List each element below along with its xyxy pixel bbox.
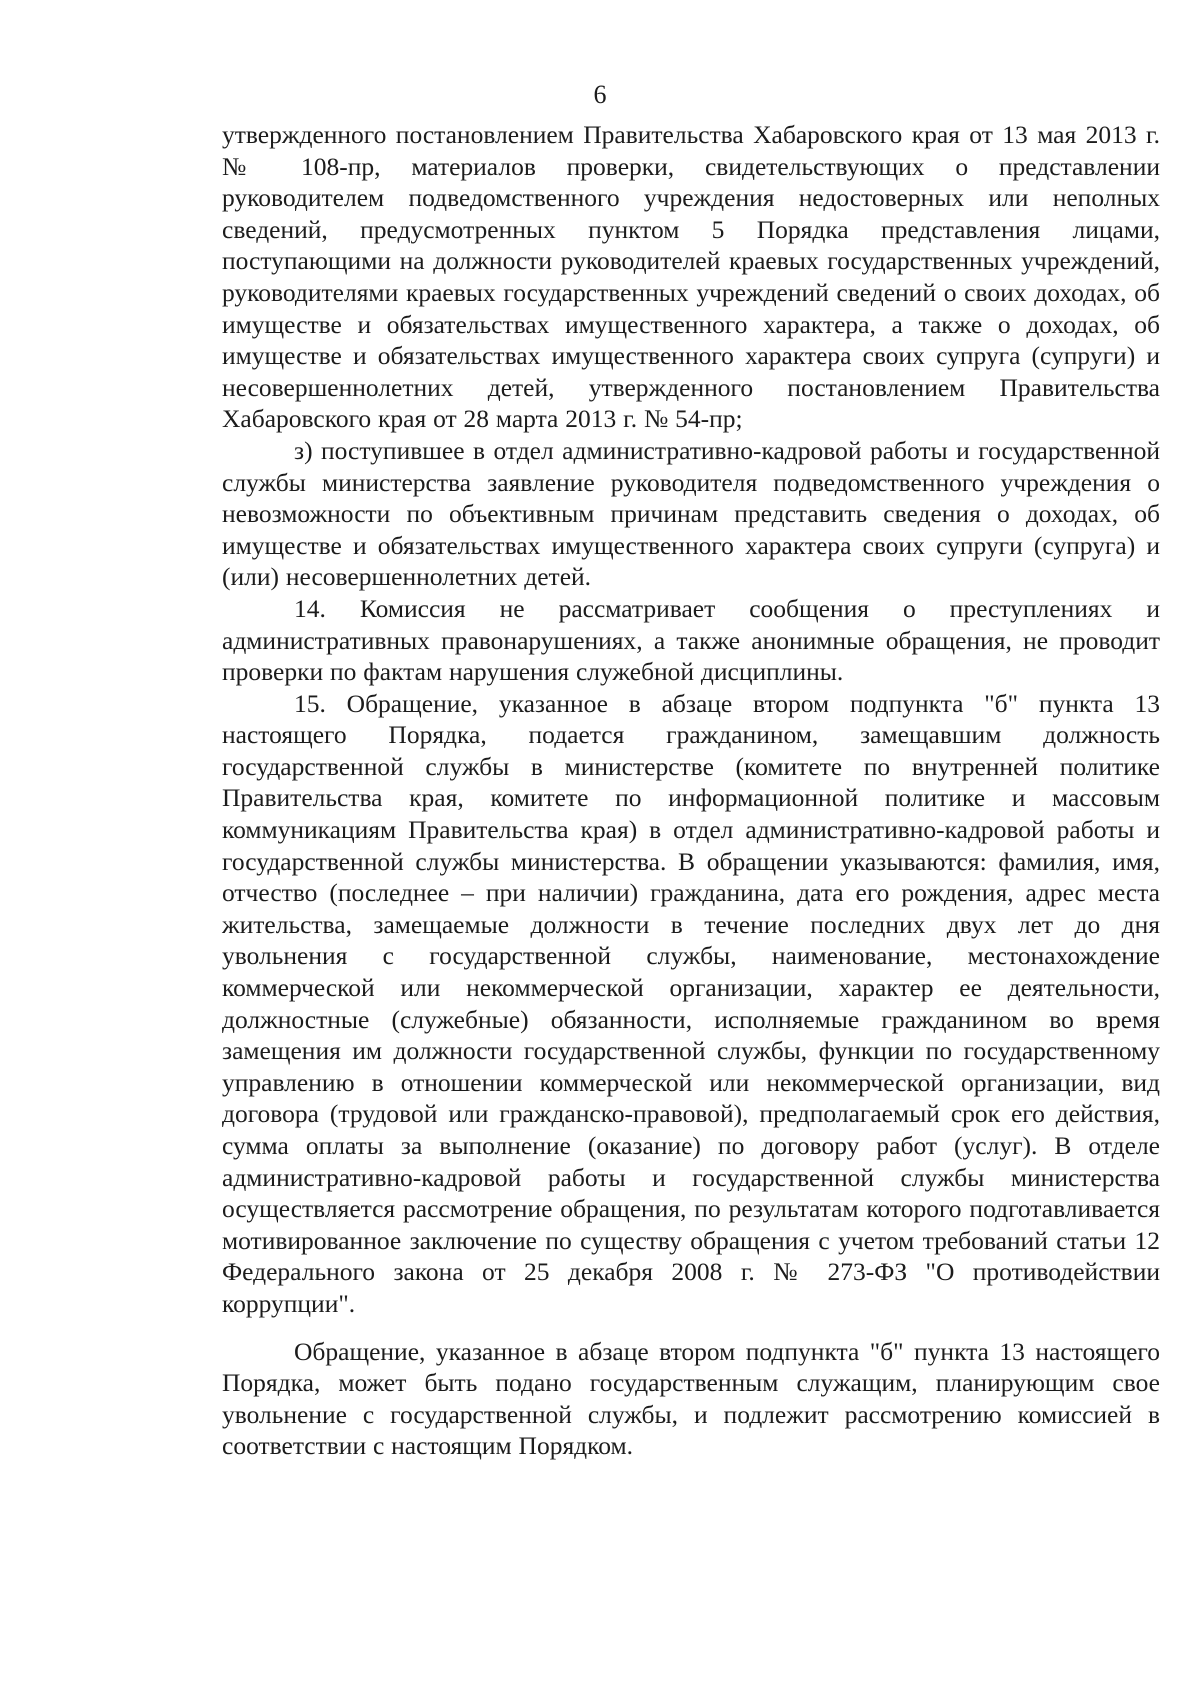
document-body [222, 119, 1160, 1462]
paragraph-subitem-z: з) поступившее в отдел административно-кадровой работы и государственной службы министерства заявление руководителя подведомственного учреждения о невозможности по объективным причинам представить сведения о доходах, об имуществе и обязательствах имущественного характера своих супруги (супруга) и (или) несовершеннолетних детей. [222, 435, 1160, 592]
paragraph-item-15-continued: Обращение, указанное в абзаце втором подпункта "б" пункта 13 настоящего Порядка, может быть подано государственным служащим, планирующим свое увольнение с государственной службы, и подлежит рассмотрению комиссией в соответствии с настоящим Порядком. [222, 1336, 1160, 1461]
paragraph-continuation: утвержденного постановлением Правительства Хабаровского края от 13 мая 2013 г. № 108-пр, материалов проверки, свидетельствующих о представлении руководителем подведомственного учреждения недостоверных или неполных сведений, предусмотренных пунктом 5 Порядка представления лицами, поступающими на должности руководителей краевых государственных учреждений, руководителями краевых государственных учреждений сведений о своих доходах, об имуществе и обязательствах имущественного характера, а также о доходах, об имуществе и обязательствах имущественного характера своих супруга (супруги) и несовершеннолетних детей, утвержденного постановлением Правительства Хабаровского края от 28 марта 2013 г. № 54-пр; [222, 120, 1160, 434]
paragraph-item-15: 15. Обращение, указанное в абзаце втором подпункта "б" пункта 13 настоящего Порядка, подается гражданином, замещавшим должность государственной службы в министерстве (комитете по внутренней политике Правительства края, комитете по информационной политике и массовым коммуникациям Правительства края) в отдел административно-кадровой работы и государственной службы министерства. В обращении указываются: фамилия, имя, отчество (последнее – при наличии) гражданина, дата его рождения, адрес места жительства, замещаемые должности в течение последних двух лет до дня увольнения с государственной службы, наименование, местонахождение коммерческой или некоммерческой организации, характер ее деятельности, должностные (служебные) обязанности, исполняемые гражданином во время замещения им должности государственной службы, функции по государственному управлению в отношении коммерческой или некоммерческой организации, вид договора (трудовой или гражданско-правовой), предполагаемый срок его действия, сумма оплаты за выполнение (оказание) по договору работ (услуг). В отделе административно-кадровой работы и государственной службы министерства осуществляется рассмотрение обращения, по результатам которого подготавливается мотивированное заключение по существу обращения с учетом требований статьи 12 Федерального закона от 25 декабря 2008 г. № 273-ФЗ "О противодействии коррупции". [222, 688, 1160, 1318]
paragraph-item-14: 14. Комиссия не рассматривает сообщения о преступлениях и административных правонарушениях, а также анонимные обращения, не проводит проверки по фактам нарушения служебной дисциплины. [222, 593, 1160, 687]
page-number: 6 [593, 80, 607, 109]
